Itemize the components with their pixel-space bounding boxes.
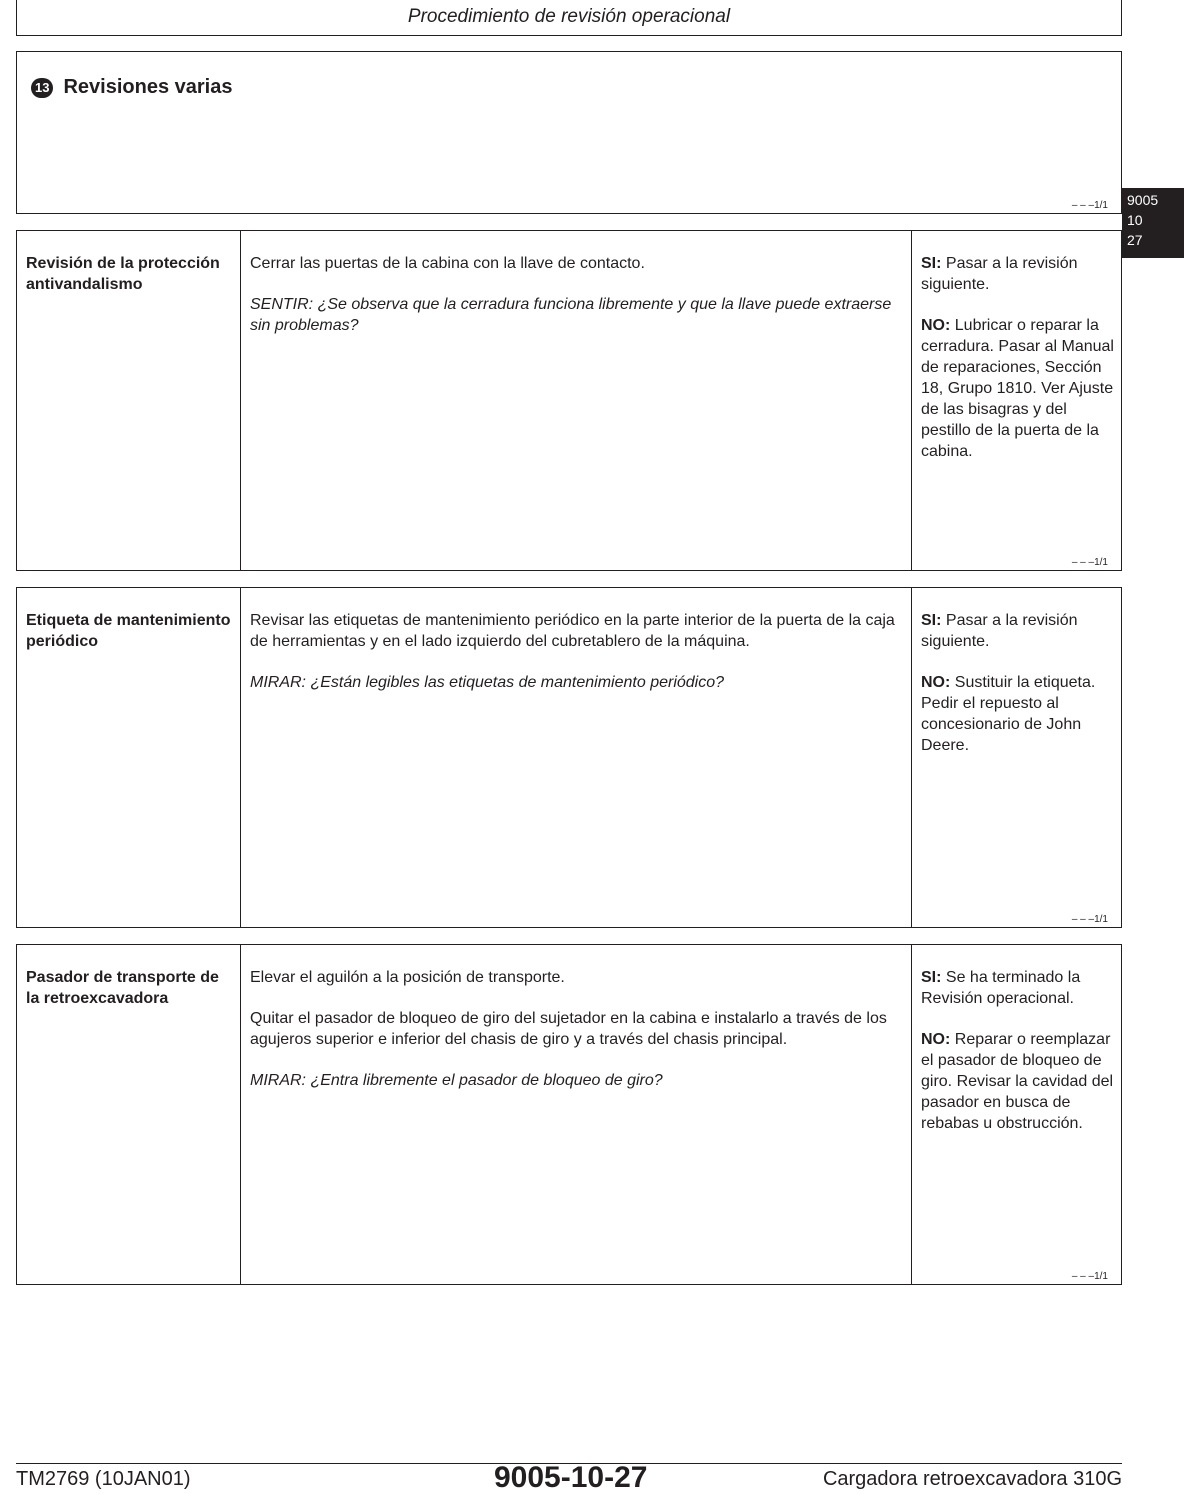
section-title: Revisiones varias [63, 76, 233, 98]
result-no [921, 672, 1115, 756]
procedure-step: Quitar el pasador de bloqueo de giro del sujetador en la cabina e instalarlo a través de los agujeros superior e inferior del chasis de giro y a través del chasis principal. [250, 1010, 887, 1048]
check-name-cell [17, 945, 241, 1284]
check-procedure-cell [241, 231, 912, 570]
section-seq: – – –1/1 [1071, 200, 1108, 211]
result-no-label: NO: [921, 317, 951, 334]
result-no [921, 1029, 1115, 1134]
result-no-text: Reparar o reemplazar el pasador de bloqueo de giro. Revisar la cavidad del pasador en busca de rebabas u obstrucción. [921, 1031, 1114, 1132]
footer-manual-code: TM2769 (10JAN01) [16, 1468, 191, 1490]
check-name-cell [17, 588, 241, 927]
result-yes-label: SI: [921, 969, 942, 986]
procedure-step: Elevar el aguilón a la posición de transporte. [250, 969, 565, 986]
check-row-antivandalismo [16, 230, 1122, 571]
result-no [921, 315, 1115, 462]
procedure-question: MIRAR: ¿Están legibles las etiquetas de mantenimiento periódico? [250, 674, 725, 691]
procedure-question: MIRAR: ¿Entra libremente el pasador de bloqueo de giro? [250, 1072, 663, 1089]
result-yes [921, 253, 1115, 295]
section-box [16, 51, 1122, 214]
check-name: Revisión de la protección antivandalismo [26, 255, 220, 293]
check-seq: – – –1/1 [1071, 1271, 1108, 1282]
result-yes [921, 610, 1115, 652]
side-tab [1122, 188, 1184, 258]
page-header-title: Procedimiento de revisión operacional [407, 5, 731, 27]
check-seq: – – –1/1 [1071, 557, 1108, 568]
result-no-text: Lubricar o reparar la cerradura. Pasar al Manual de reparaciones, Sección 18, Grupo 1810. Ver Ajuste de las bisagras y del pestillo de la puerta de la cabina. [921, 317, 1114, 460]
check-row-pasador [16, 944, 1122, 1285]
result-no-text: Sustituir la etiqueta. Pedir el repuesto al concesionario de John Deere. [921, 674, 1096, 754]
check-name-cell [17, 231, 241, 570]
check-result-cell [912, 945, 1121, 1284]
result-yes [921, 967, 1115, 1009]
result-yes-text: Pasar a la revisión siguiente. [921, 255, 1078, 293]
check-result-cell [912, 231, 1121, 570]
check-row-etiqueta [16, 587, 1122, 928]
result-yes-text: Pasar a la revisión siguiente. [921, 612, 1078, 650]
check-name: Pasador de transporte de la retroexcavadora [26, 969, 219, 1007]
procedure-step: Cerrar las puertas de la cabina con la llave de contacto. [250, 255, 645, 272]
section-number-badge: 13 [31, 78, 53, 98]
check-name: Etiqueta de mantenimiento periódico [26, 612, 231, 650]
result-no-label: NO: [921, 674, 951, 691]
footer-page-number: 9005-10-27 [494, 1461, 648, 1494]
section-heading [31, 76, 232, 99]
footer-machine-name: Cargadora retroexcavadora 310G [822, 1468, 1122, 1490]
check-seq: – – –1/1 [1071, 914, 1108, 925]
result-yes-label: SI: [921, 612, 942, 629]
page-header [16, 0, 1122, 36]
result-yes-text: Se ha terminado la Revisión operacional. [921, 969, 1081, 1007]
check-procedure-cell [241, 588, 912, 927]
result-no-label: NO: [921, 1031, 951, 1048]
procedure-question: SENTIR: ¿Se observa que la cerradura funciona libremente y que la llave puede extraerse sin problemas? [250, 296, 892, 334]
side-tab-line: 10 [1127, 212, 1143, 228]
procedure-step: Revisar las etiquetas de mantenimiento periódico en la parte interior de la puerta de la caja de herramientas y en el lado izquierdo del cubretablero de la máquina. [250, 612, 895, 650]
check-procedure-cell [241, 945, 912, 1284]
check-result-cell [912, 588, 1121, 927]
side-tab-line: 9005 [1127, 192, 1159, 208]
result-yes-label: SI: [921, 255, 942, 272]
side-tab-line: 27 [1127, 232, 1143, 248]
